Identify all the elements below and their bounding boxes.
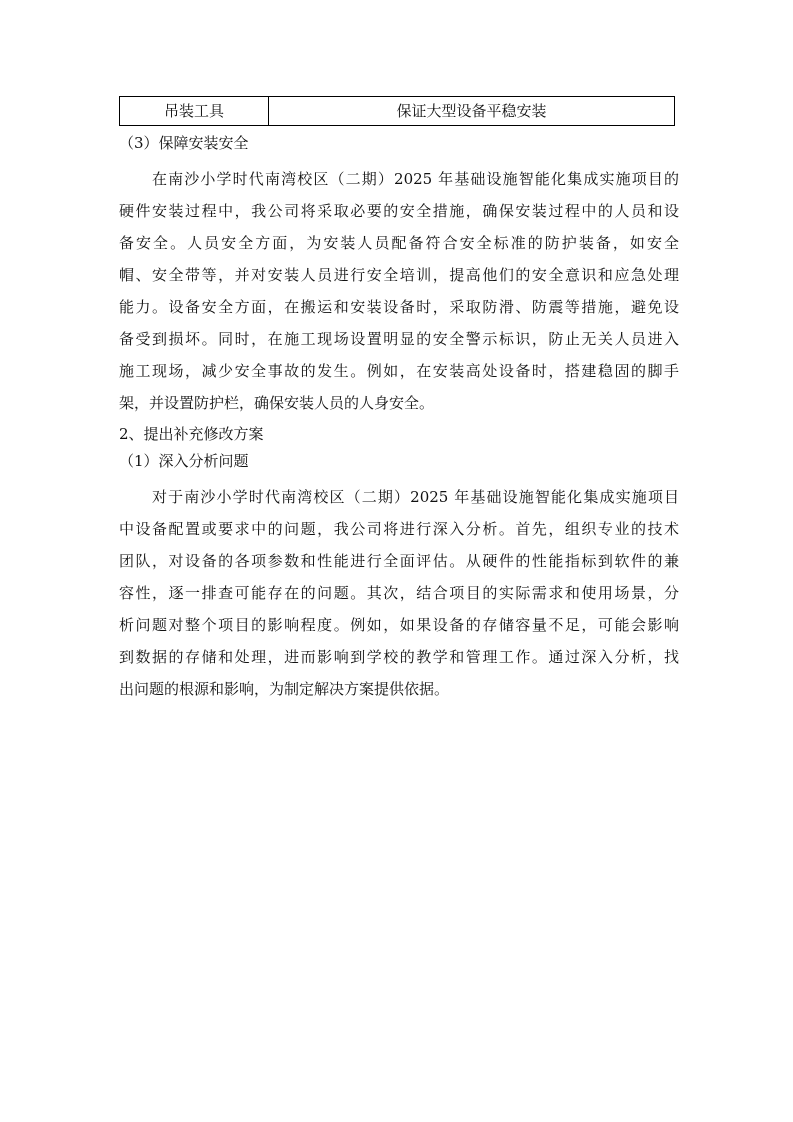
- paragraph-line: 到数据的存储和处理，进而影响到学校的教学和管理工作。通过深入分析，找: [119, 648, 679, 666]
- section-heading-install-safety: （3）保障安装安全: [119, 134, 249, 152]
- paragraph-line: 对于南沙小学时代南湾校区（二期）2025 年基础设施智能化集成实施项目: [152, 488, 679, 506]
- paragraph-install-safety: [119, 163, 679, 419]
- subsection-heading-analysis: （1）深入分析问题: [119, 452, 249, 470]
- paragraph-line: 能力。设备安全方面，在搬运和安装设备时，采取防滑、防震等措施，避免设: [119, 298, 679, 316]
- paragraph-line: 析问题对整个项目的影响程度。例如，如果设备的存储容量不足，可能会影响: [119, 616, 679, 634]
- equipment-table: [119, 96, 675, 126]
- section-heading-supplement-plan: 2、提出补充修改方案: [119, 425, 264, 443]
- paragraph-line: 备安全。人员安全方面，为安装人员配备符合安全标准的防护装备，如安全: [119, 234, 679, 252]
- table-cell-purpose: 保证大型设备平稳安装: [269, 97, 675, 126]
- paragraph-line: 施工现场，减少安全事故的发生。例如，在安装高处设备时，搭建稳固的脚手: [119, 362, 679, 380]
- table-cell-tool: 吊装工具: [120, 97, 269, 126]
- table-row: [120, 97, 675, 126]
- paragraph-line: 备受到损坏。同时，在施工现场设置明显的安全警示标识，防止无关人员进入: [119, 330, 679, 348]
- paragraph-line: 出问题的根源和影响，为制定解决方案提供依据。: [119, 680, 450, 698]
- paragraph-line: 硬件安装过程中，我公司将采取必要的安全措施，确保安装过程中的人员和设: [119, 202, 679, 220]
- paragraph-line: 架，并设置防护栏，确保安装人员的人身安全。: [119, 394, 435, 412]
- paragraph-line: 团队，对设备的各项参数和性能进行全面评估。从硬件的性能指标到软件的兼: [119, 552, 679, 570]
- paragraph-line: 中设备配置或要求中的问题，我公司将进行深入分析。首先，组织专业的技术: [119, 520, 679, 538]
- paragraph-analysis: [119, 481, 679, 705]
- paragraph-line: 容性，逐一排查可能存在的问题。其次，结合项目的实际需求和使用场景，分: [119, 584, 679, 602]
- paragraph-line: 在南沙小学时代南湾校区（二期）2025 年基础设施智能化集成实施项目的: [152, 170, 679, 188]
- paragraph-line: 帽、安全带等，并对安装人员进行安全培训，提高他们的安全意识和应急处理: [119, 266, 679, 284]
